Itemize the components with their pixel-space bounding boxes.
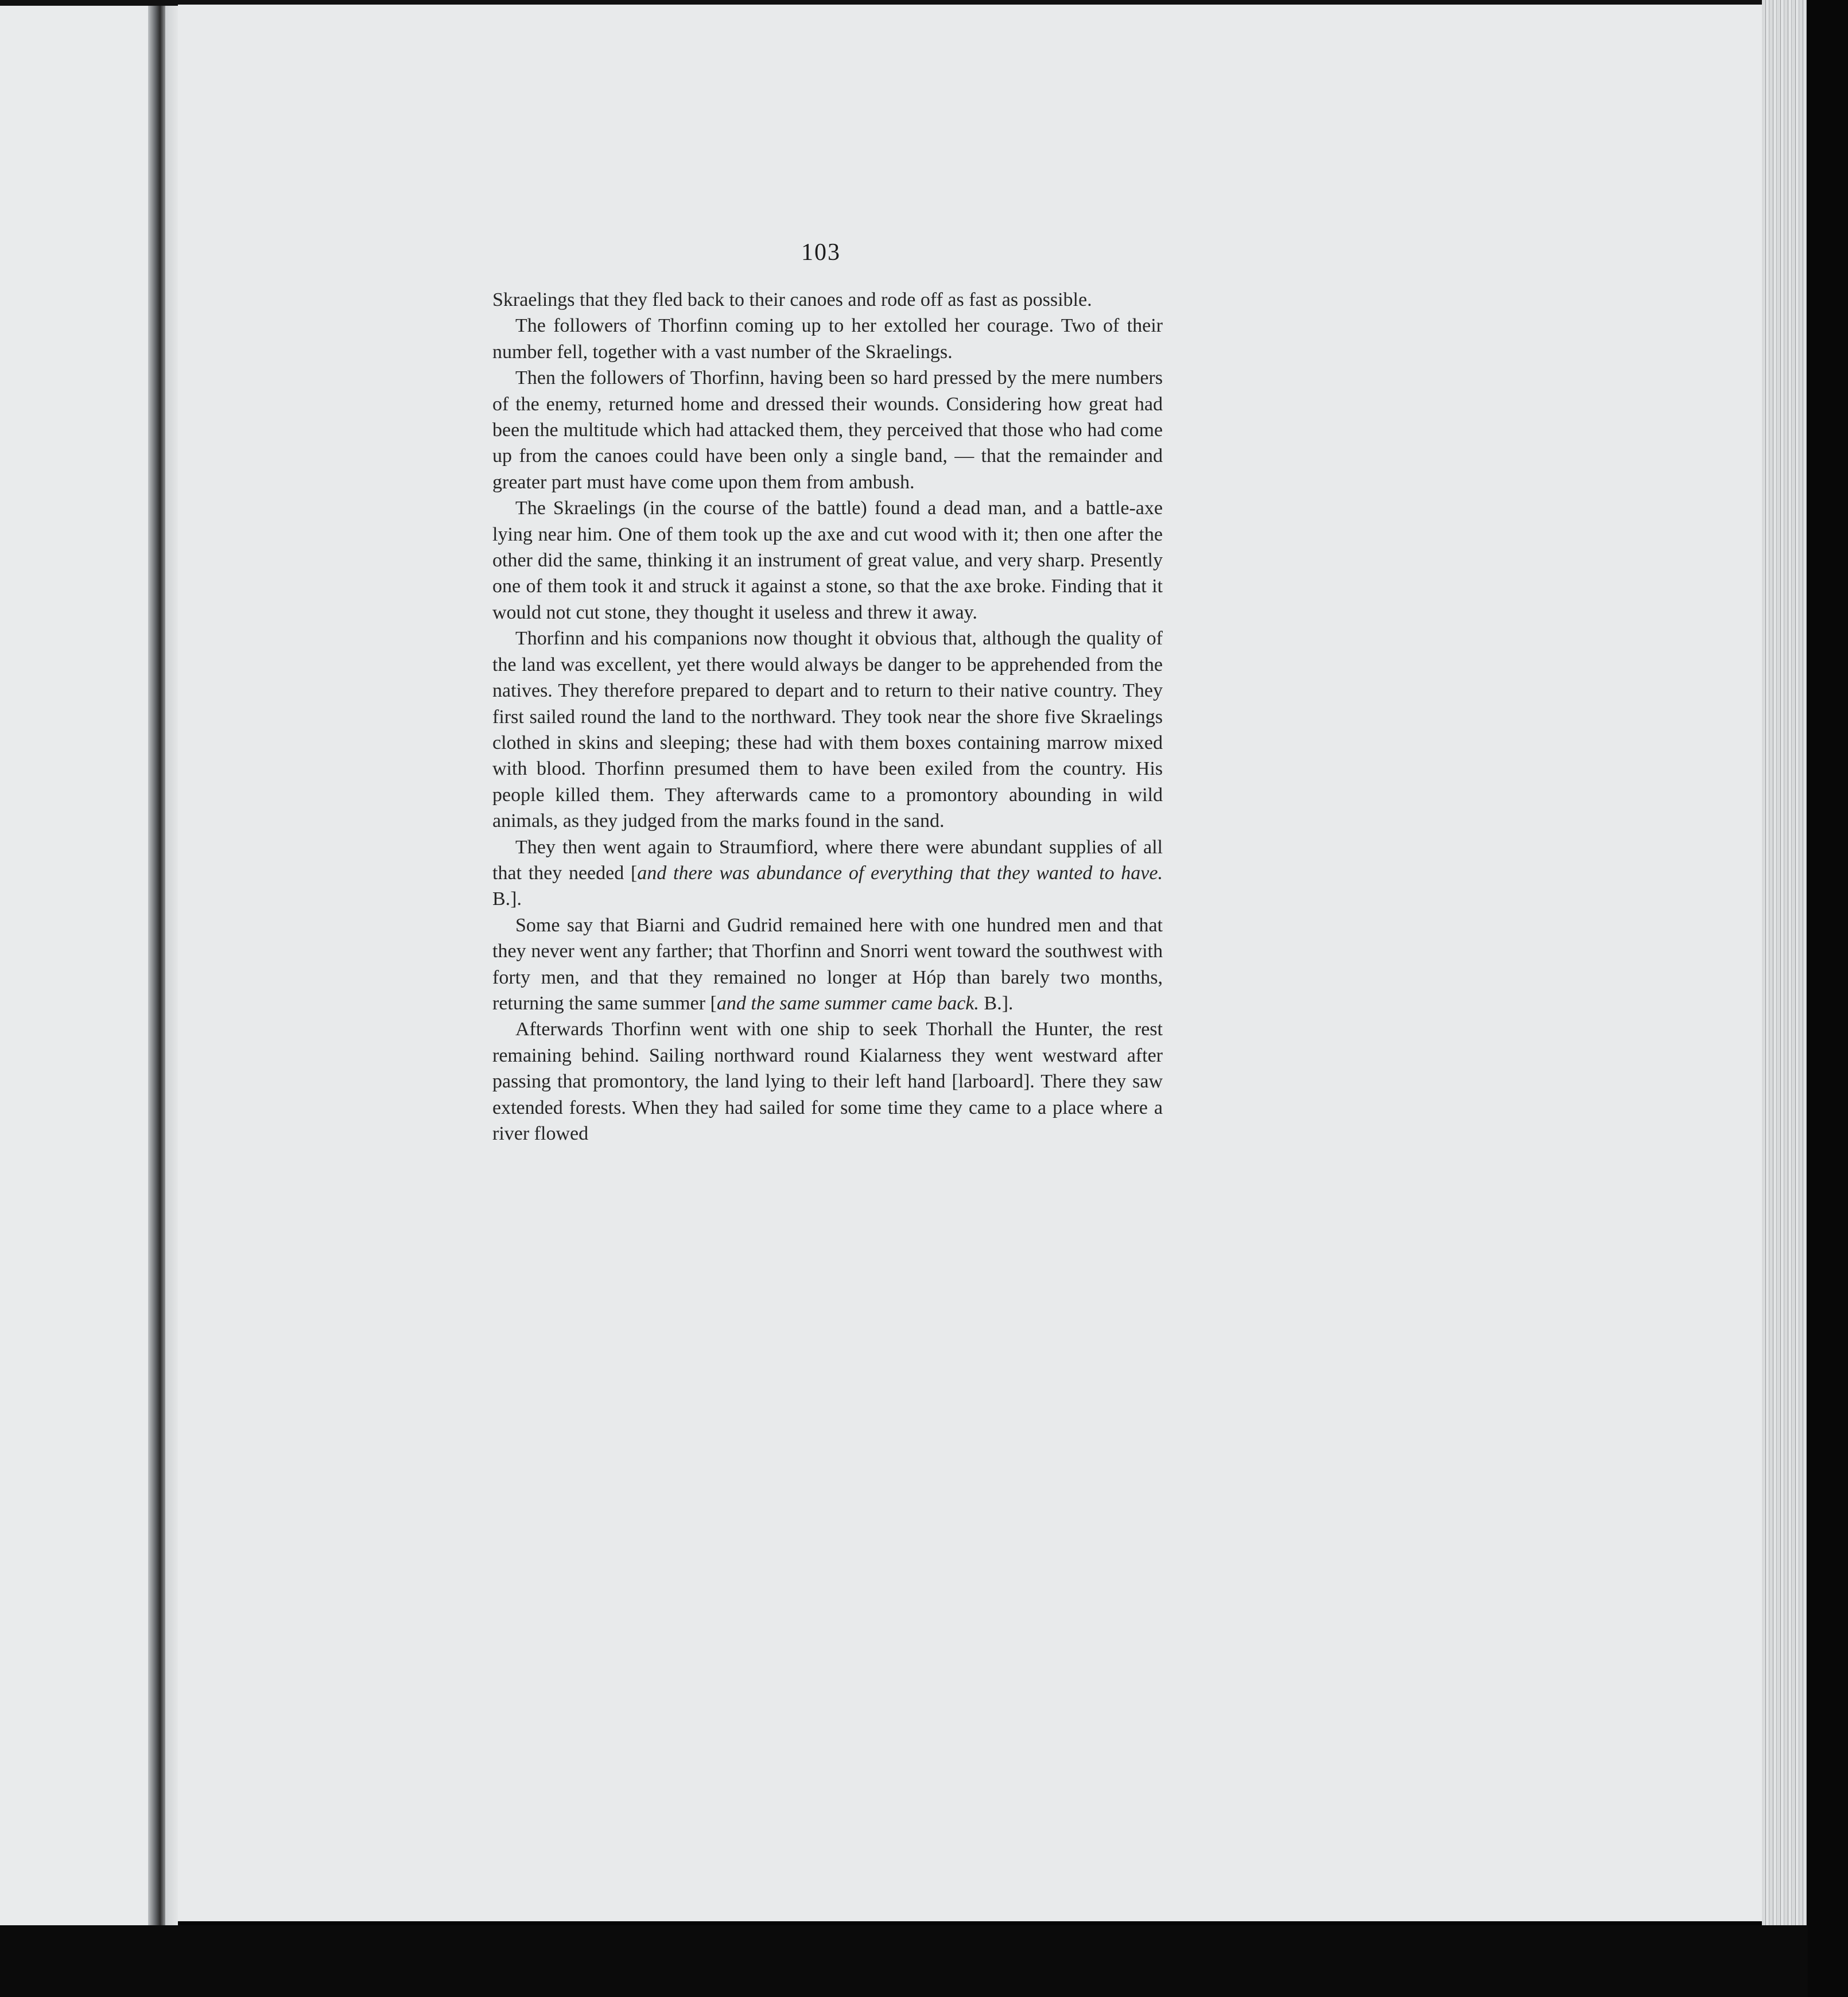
page-gutter: [165, 6, 178, 1925]
italic-insertion: and the same summer came back.: [716, 992, 979, 1014]
paragraph-text: B.].: [492, 888, 522, 910]
paragraph-text: Some say that Biarni and Gudrid remained here with one hundred men and that they never went any farther; that Thorfinn and Snorri went toward the southwest with forty men, and that they remained no longer at Hóp than barely two months, returning the same summer [: [492, 914, 1163, 1014]
paragraph: The followers of Thorfinn coming up to her extolled her courage. Two of their number fell, together with a vast number of the Skraelings.: [492, 315, 1163, 363]
page-number: 103: [801, 239, 841, 266]
paragraph: Skraelings that they fled back to their canoes and rode off as fast as possible.: [492, 289, 1092, 310]
paragraph: Afterwards Thorfinn went with one ship to seek Thorhall the Hunter, the rest remaining behind. Sailing northward round Kialarness they went westward after passing that promontory, the land lying to their left hand [larboard]. There they saw extended forests. When they had sailed for some time they came to a place where a river flowed: [492, 1019, 1163, 1144]
left-page: [0, 6, 154, 1925]
paragraph: The Skraelings (in the course of the battle) found a dead man, and a battle-axe lying near him. One of them took up the axe and cut wood with it; then one after the other did the same, thinking it an instrument of great value, and very sharp. Presently one of them took it and struck it against a stone, so that the axe broke. Finding that it would not cut stone, they thought it useless and threw it away.: [492, 498, 1163, 623]
body-text: [492, 287, 1163, 1147]
paragraph-text: B.].: [979, 992, 1014, 1014]
paragraph: Then the followers of Thorfinn, having been so hard pressed by the mere numbers of the enemy, returned home and dressed their wounds. Considering how great had been the multitude which had attacked them, they perceived that those who had come up from the canoes could have been only a single band, — that the remainder and greater part must have come upon them from ambush.: [492, 367, 1163, 493]
paragraph-text: They then went again to Straumfiord, where there were abundant supplies of all that they needed [: [492, 836, 1163, 884]
italic-insertion: and there was abundance of everything that they wanted to have.: [637, 862, 1163, 884]
paragraph: Thorfinn and his companions now thought it obvious that, although the quality of the land was excellent, yet there would always be danger to be apprehended from the natives. They therefore prepared to depart and to return to their native country. They first sailed round the land to the northward. They took near the shore five Skraelings clothed in skins and sleeping; these had with them boxes containing marrow mixed with blood. Thorfinn presumed them to have been exiled from the country. His people killed them. They afterwards came to a promontory abounding in wild animals, as they judged from the marks found in the sand.: [492, 628, 1163, 832]
book-spine-edge: [148, 6, 165, 1925]
paragraph: [492, 834, 1163, 912]
scan-bottom-border: [0, 1925, 1808, 1997]
stacked-page-edges: [1762, 0, 1807, 1963]
paragraph: [492, 912, 1163, 1017]
scan-right-border: [1807, 0, 1848, 1997]
